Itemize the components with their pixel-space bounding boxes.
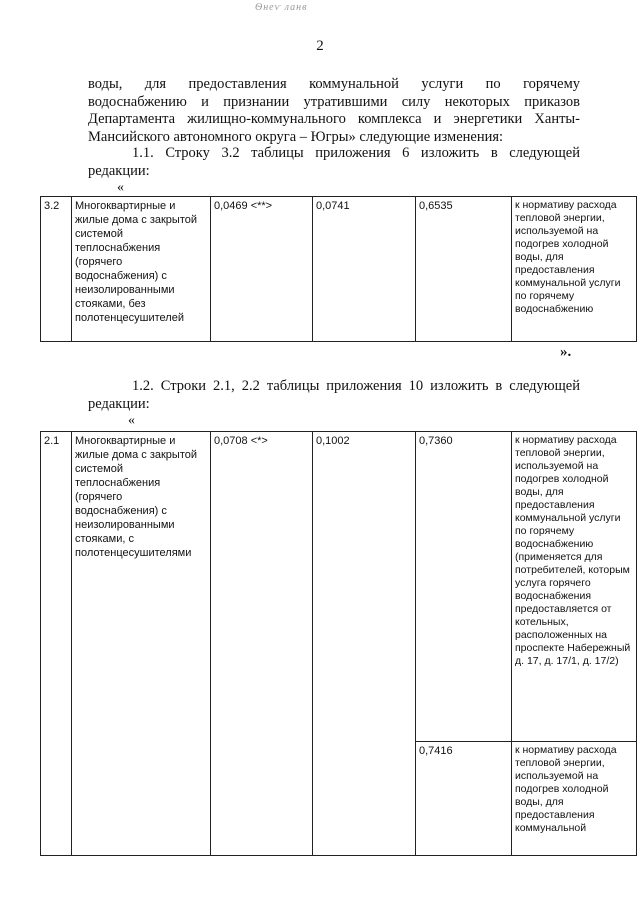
note-cell: к нормативу расхода тепловой энергии, используемой на подогрев холодной воды, для предоставления коммунальной услуги по горячему водоснабжению (512, 197, 637, 342)
close-quote: ». (560, 344, 572, 360)
table-row (41, 432, 637, 742)
item-1-1-line: редакции: (88, 162, 150, 179)
item-1-2-line: 1.2. Строки 2.1, 2.2 таблицы приложения 10 изложить в следующей (132, 378, 580, 394)
item-1-1-paragraph (88, 145, 580, 180)
value-cell-3a: 0,7360 (416, 432, 512, 742)
open-quote: « (117, 180, 124, 195)
header-stamp: Ѳнеѵ ланв (255, 2, 308, 13)
table-appendix-10 (40, 431, 637, 856)
intro-line: Департамента жилищно-коммунального комплекса и энергетики Ханты- (88, 111, 580, 127)
value-cell-2: 0,0741 (313, 197, 416, 342)
note-cell-a: к нормативу расхода тепловой энергии, используемой на подогрев холодной воды, для предоставления коммунальной услуги по горячему водоснабжению (применяется для потребителей, которым услуга горячего водоснабжения предоставляется от котельных, расположенных на проспекте Набережный д. 17, д. 17/1, д. 17/2) (512, 432, 637, 742)
item-1-2-line: редакции: (88, 395, 150, 412)
intro-line: воды, для предоставления коммунальной услуги по горячему (88, 76, 580, 92)
table-appendix-6 (40, 196, 637, 342)
value-cell-3: 0,6535 (416, 197, 512, 342)
value-cell-1: 0,0708 <*> (211, 432, 313, 856)
row-number: 3.2 (41, 197, 72, 342)
note-cell-b: к нормативу расхода тепловой энергии, используемой на подогрев холодной воды, для предоставления коммунальной (512, 742, 637, 856)
item-1-2-paragraph (88, 378, 580, 413)
intro-line: Мансийского автономного округа – Югры» следующие изменения: (88, 128, 504, 145)
housing-type-cell: Многоквартирные и жилые дома с закрытой системой теплоснабжения (горячего водоснабжения) с неизолированными стояками, без полотенцесушителей (72, 197, 211, 342)
row-number: 2.1 (41, 432, 72, 856)
value-cell-3b: 0,7416 (416, 742, 512, 856)
value-cell-2: 0,1002 (313, 432, 416, 856)
intro-paragraph (88, 76, 580, 146)
item-1-1-line: 1.1. Строку 3.2 таблицы приложения 6 изложить в следующей (132, 145, 580, 161)
open-quote: « (128, 413, 135, 428)
value-cell-1: 0,0469 <**> (211, 197, 313, 342)
intro-line: водоснабжению и признании утратившими силу некоторых приказов (88, 93, 580, 110)
housing-type-cell: Многоквартирные и жилые дома с закрытой системой теплоснабжения (горячего водоснабжения) с неизолированными стояками, с полотенцесушителями (72, 432, 211, 856)
table-row (41, 197, 637, 342)
page-number: 2 (316, 38, 324, 54)
